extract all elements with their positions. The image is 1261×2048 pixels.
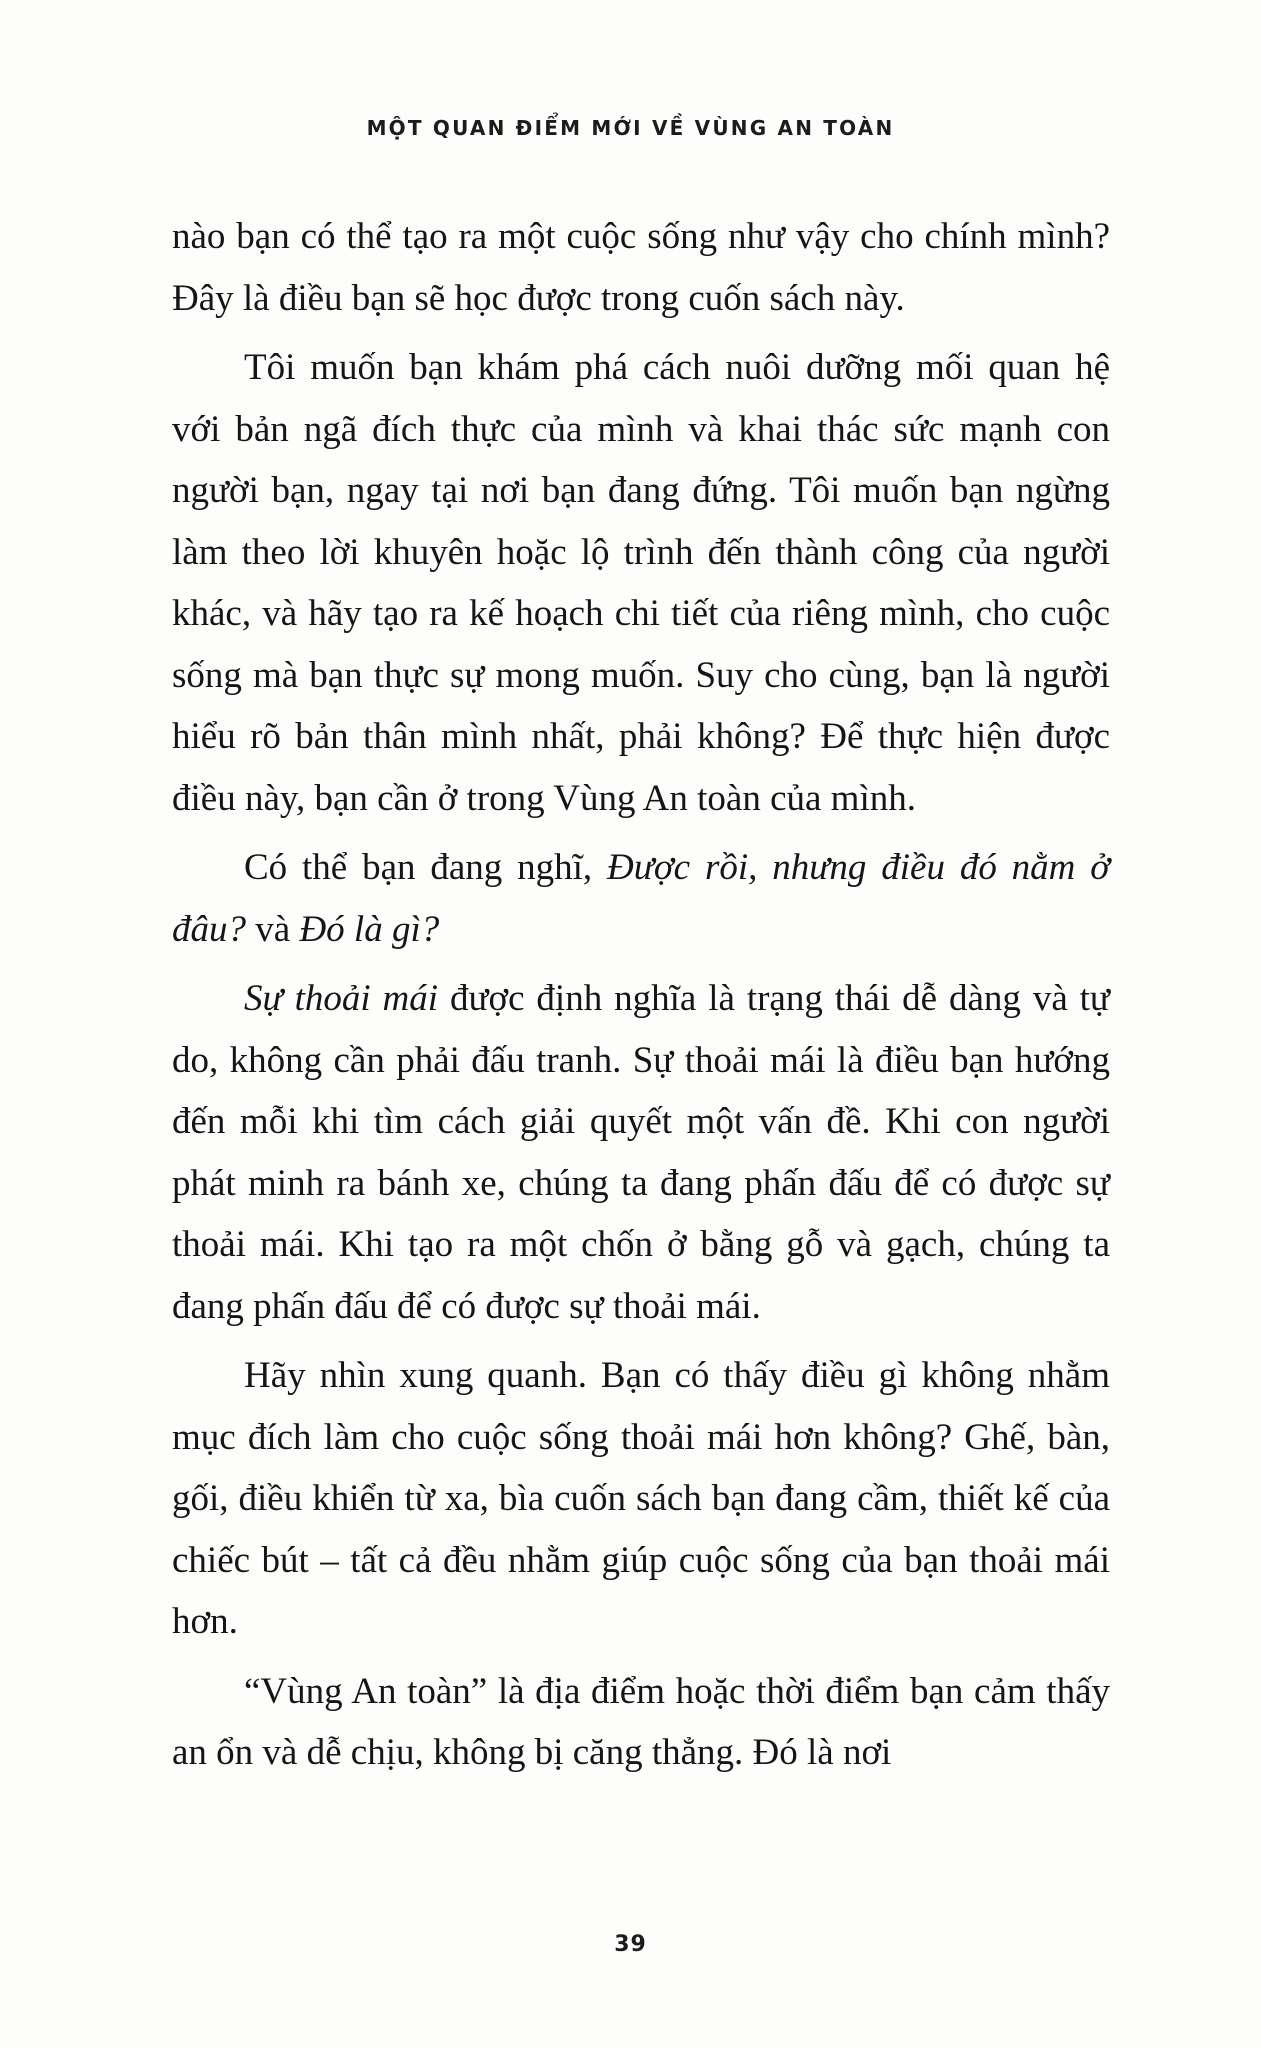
paragraph-3-conjunction: và (246, 908, 300, 950)
page-number: 39 (614, 1932, 647, 1957)
paragraph-3 (172, 837, 1110, 960)
paragraph-1: nào bạn có thể tạo ra một cuộc sống như vậy cho chính mình? Đây là điều bạn sẽ học được trong cuốn sách này. (172, 216, 1110, 319)
paragraph-4-body: được định nghĩa là trạng thái dễ dàng và tự do, không cần phải đấu tranh. Sự thoải mái là điều bạn hướng đến mỗi khi tìm cách giải quyết một vấn đề. Khi con người phát minh ra bánh xe, chúng ta đang phấn đấu để có được sự thoải mái. Khi tạo ra một chốn ở bằng gỗ và gạch, chúng ta đang phấn đấu để có được sự thoải mái. (172, 978, 1110, 1327)
paragraph-6: “Vùng An toàn” là địa điểm hoặc thời điểm bạn cảm thấy an ổn và dễ chịu, không bị căng thẳng. Đó là nơi (172, 1670, 1110, 1773)
paragraph-2: Tôi muốn bạn khám phá cách nuôi dưỡng mối quan hệ với bản ngã đích thực của mình và khai thác sức mạnh con người bạn, ngay tại nơi bạn đang đứng. Tôi muốn bạn ngừng làm theo lời khuyên hoặc lộ trình đến thành công của người khác, và hãy tạo ra kế hoạch chi tiết của riêng mình, cho cuộc sống mà bạn thực sự mong muốn. Suy cho cùng, bạn là người hiểu rõ bản thân mình nhất, phải không? Để thực hiện được điều này, bạn cần ở trong Vùng An toàn của mình. (172, 347, 1110, 819)
paragraph-5: Hãy nhìn xung quanh. Bạn có thấy điều gì không nhằm mục đích làm cho cuộc sống thoải mái hơn không? Ghế, bàn, gối, điều khiển từ xa, bìa cuốn sách bạn đang cầm, thiết kế của chiếc bút – tất cả đều nhằm giúp cuộc sống của bạn thoải mái hơn. (172, 1355, 1110, 1642)
paragraph-3-italic-question-1: Được rồi, nhưng điều đó nằm ở đâu? (172, 847, 1110, 950)
paragraph-4-italic-term: Sự thoải mái (244, 978, 439, 1019)
body-text (172, 206, 1110, 1792)
running-header: MỘT QUAN ĐIỂM MỚI VỀ VÙNG AN TOÀN (366, 116, 895, 140)
paragraph-3-italic-question-2: Đó là gì? (299, 908, 440, 950)
paragraph-4 (172, 968, 1110, 1337)
paragraph-3-lead: Có thể bạn đang nghĩ, (244, 847, 608, 888)
